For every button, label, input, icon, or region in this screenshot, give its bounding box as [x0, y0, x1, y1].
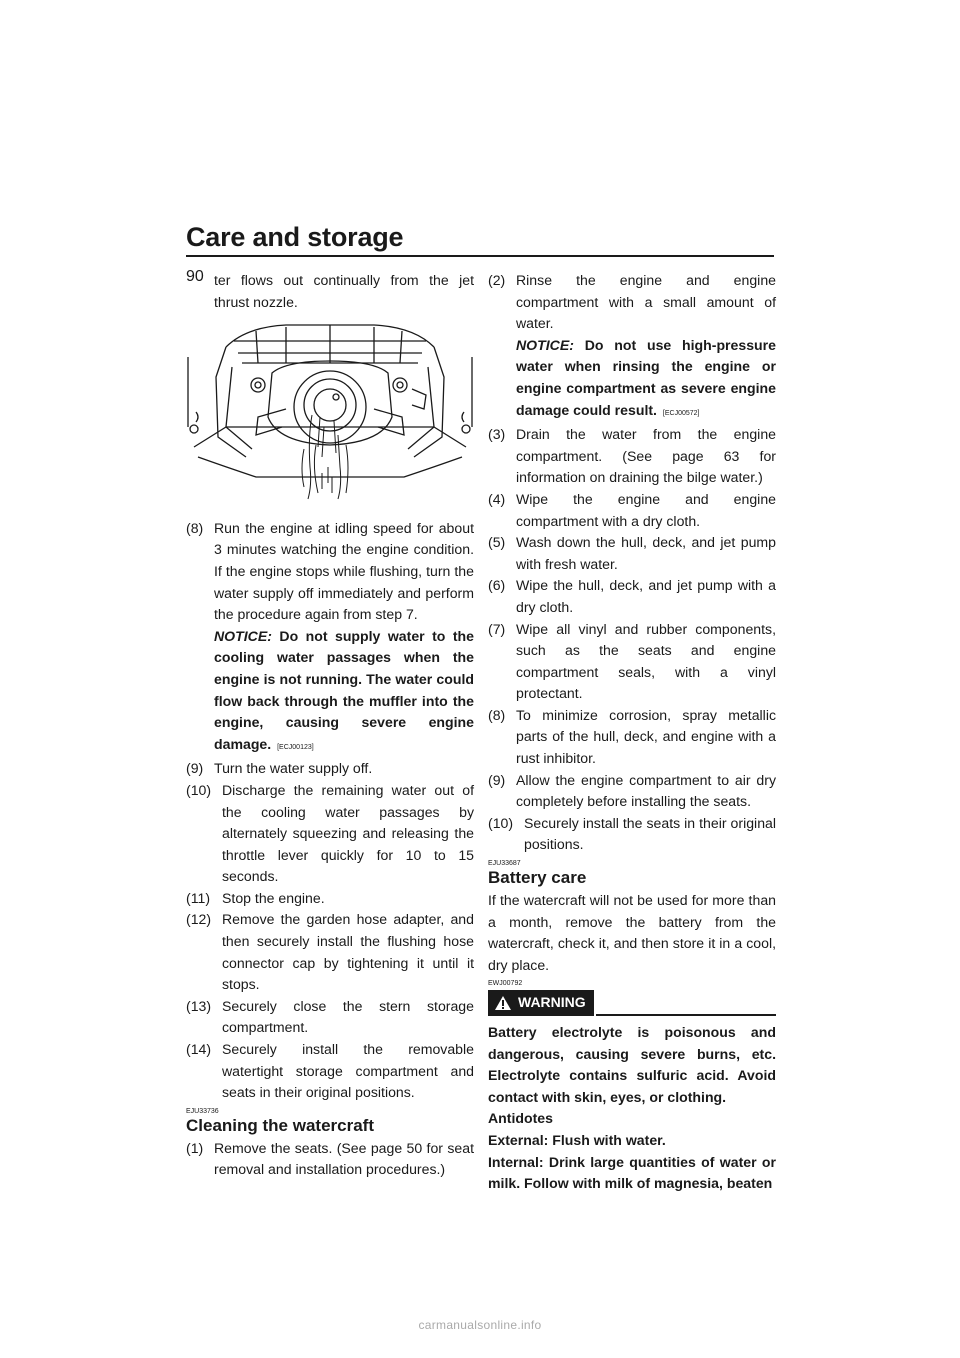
list-item [488, 424, 776, 489]
left-column [186, 270, 474, 1181]
step-text: Remove the seats. (See page 50 for seat removal and installation procedures.) [214, 1139, 474, 1178]
step-number: (8) [488, 706, 506, 723]
warning-triangle-icon [494, 995, 512, 1011]
section-code: EJU33736 [186, 1107, 219, 1115]
step-text: Turn the water supply off. [214, 760, 373, 777]
list-item [488, 532, 776, 575]
list-item [186, 909, 474, 995]
list-item [488, 270, 776, 424]
page-title: Care and storage [186, 222, 404, 252]
list-item [186, 1138, 474, 1181]
step-text: Securely install the removable watertight storage compartment and seats in their original positions. [222, 1041, 474, 1101]
warning-text: Battery electrolyte is poisonous and dangerous, causing severe burns, etc. Electrolyte contains sulfuric acid. Avoid contact with skin, eyes, or clothing. [488, 1024, 776, 1105]
step-text: Wash down the hull, deck, and jet pump with fresh water. [516, 534, 776, 572]
list-item [488, 619, 776, 705]
section-heading: Cleaning the watercraft [186, 1115, 374, 1135]
battery-care-text: If the watercraft will not be used for more than a month, remove the battery from the watercraft, check it, and then store it in a cool, dry place. [488, 892, 776, 973]
step-text: Stop the engine. [222, 889, 325, 906]
list-item [186, 888, 474, 910]
step-number: (12) [186, 911, 212, 928]
antidote-external: External: Flush with water. [488, 1131, 666, 1148]
list-item [488, 813, 776, 856]
step-text: Wipe the engine and engine compartment with a dry cloth. [516, 490, 776, 529]
list-item [488, 575, 776, 618]
step-text: Drain the water from the engine compartment. (See page 63 for information on draining the bilge water.) [516, 426, 776, 486]
step-text: Run the engine at idling speed for about 3 minutes watching the engine condition. If the engine stops while flushing, turn the water supply off immediately and perform the procedure again from step 7. [214, 519, 474, 623]
step-text: Securely close the stern storage compartment. [222, 997, 474, 1036]
step-number: (3) [488, 426, 506, 443]
notice-code: [ECJ00123] [277, 743, 314, 751]
step-number: (14) [186, 1041, 212, 1058]
step-number: (10) [186, 781, 212, 798]
step-number: (11) [186, 889, 211, 906]
continuation-text: ter flows out continually from the jet thrust nozzle. [214, 272, 474, 310]
jet-thrust-nozzle-illustration [186, 317, 474, 503]
step-text: Discharge the remaining water out of the cooling water passages by alternately squeezing and releasing the throttle lever quickly for 10 to 15 seconds. [222, 781, 474, 885]
list-item [186, 780, 474, 888]
list-item [186, 758, 474, 780]
warning-header [488, 990, 776, 1016]
step-number: (8) [186, 519, 204, 536]
right-column [488, 270, 776, 1195]
notice-label: NOTICE: [214, 627, 272, 644]
warning-rule [596, 1014, 776, 1016]
step-number: (7) [488, 620, 506, 637]
step-text: Securely install the seats in their original positions. [524, 814, 776, 853]
notice-text: Do not use high-pressure water when rinsing the engine or engine compartment as severe engine damage could result. [516, 336, 776, 418]
list-item [488, 705, 776, 770]
antidote-internal: Internal: Drink large quantities of water or milk. Follow with milk of magnesia, beaten [488, 1153, 776, 1192]
notice-code: [ECJ00572] [662, 409, 700, 417]
step-number: (5) [488, 534, 506, 551]
step-number: (4) [488, 490, 506, 507]
step-text: Rinse the engine and engine compartment with a small amount of water. [516, 272, 776, 332]
notice-label: NOTICE: [516, 336, 574, 353]
step-text: To minimize corrosion, spray metallic parts of the hull, deck, and engine with a rust inhibitor. [516, 706, 776, 767]
header-rule [186, 255, 774, 257]
step-text: Allow the engine compartment to air dry completely before installing the seats. [516, 771, 776, 810]
step-number: (2) [488, 272, 506, 288]
watermark: carmanualsonline.info [418, 1318, 542, 1332]
list-item [186, 518, 474, 759]
page-number: 90 [186, 268, 204, 285]
warning-code: EWJ00792 [488, 980, 523, 988]
section-heading: Battery care [488, 868, 587, 888]
step-number: (13) [186, 997, 212, 1014]
warning-label: WARNING [518, 994, 586, 1011]
step-number: (9) [186, 760, 204, 777]
antidotes-title: Antidotes [488, 1110, 553, 1127]
notice-text: Do not supply water to the cooling water passages when the engine is not running. The water could flow back through the muffler into the engine, causing severe engine damage. [214, 627, 474, 752]
section-code: EJU33687 [488, 860, 521, 868]
warning-badge [488, 990, 594, 1016]
list-item [488, 770, 776, 813]
step-text: Remove the garden hose adapter, and then securely install the flushing hose connector cap by tightening it until it stops. [222, 911, 474, 993]
step-number: (1) [186, 1139, 204, 1156]
step-number: (9) [488, 771, 506, 788]
step-number: (10) [488, 814, 514, 831]
list-item [186, 996, 474, 1039]
list-item [488, 489, 776, 532]
list-item [186, 1039, 474, 1104]
step-number: (6) [488, 577, 506, 594]
step-text: Wipe the hull, deck, and jet pump with a dry cloth. [516, 577, 776, 615]
step-text: Wipe all vinyl and rubber components, such as the seats and engine compartment seals, with a vinyl protectant. [516, 620, 776, 702]
